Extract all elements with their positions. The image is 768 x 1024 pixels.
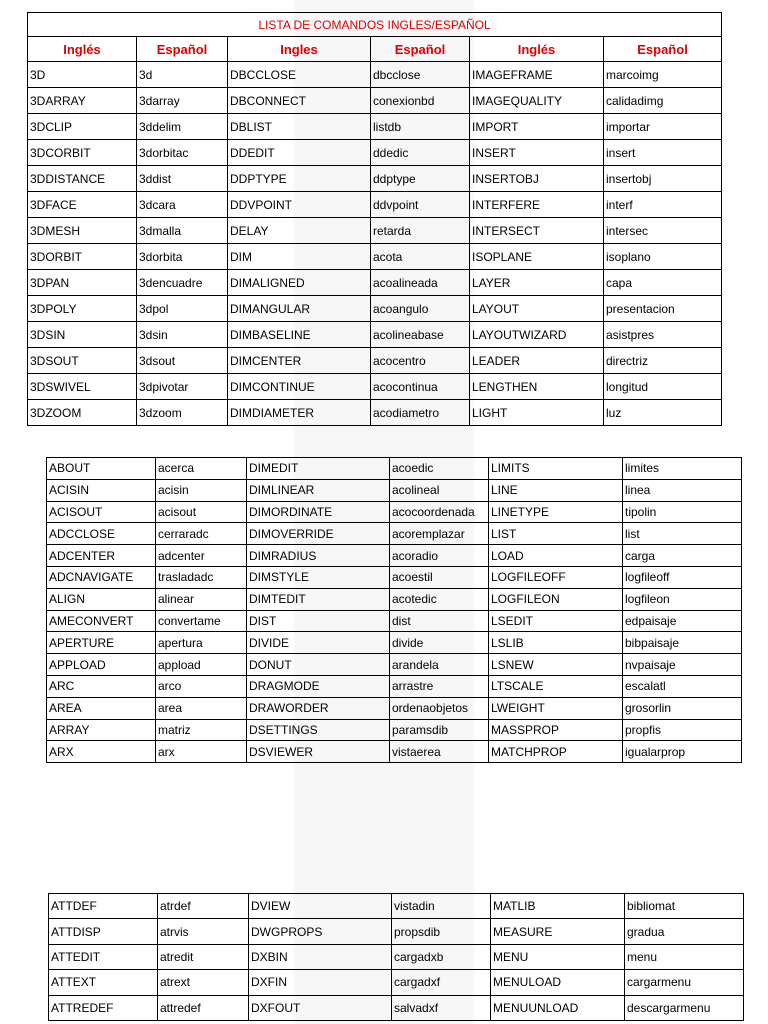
table-row: [28, 270, 722, 296]
table-row: [28, 400, 722, 426]
table-row: [47, 479, 742, 501]
header-ingles-1: Inglés: [28, 37, 137, 62]
english-command-cell: INTERSECT: [470, 218, 604, 244]
table-row: [28, 140, 722, 166]
spanish-command-cell: descargarmenu: [625, 995, 744, 1020]
english-command-cell: ABOUT: [47, 458, 156, 480]
spanish-command-cell: nvpaisaje: [623, 654, 742, 676]
spanish-command-cell: grosorlin: [623, 697, 742, 719]
table-row: [47, 501, 742, 523]
spanish-command-cell: 3ddelim: [137, 114, 228, 140]
english-command-cell: 3DPOLY: [28, 296, 137, 322]
english-command-cell: INTERFERE: [470, 192, 604, 218]
table-row: [47, 588, 742, 610]
spanish-command-cell: acoangulo: [371, 296, 470, 322]
spanish-command-cell: divide: [390, 632, 489, 654]
english-command-cell: DRAGMODE: [247, 675, 390, 697]
table-row: [47, 523, 742, 545]
table-row: [47, 741, 742, 763]
table-row: [28, 218, 722, 244]
english-command-cell: MATLIB: [491, 894, 625, 919]
spanish-command-cell: atrvis: [158, 919, 249, 944]
header-espanol-3: Español: [604, 37, 722, 62]
spanish-command-cell: appload: [156, 654, 247, 676]
english-command-cell: ARX: [47, 741, 156, 763]
spanish-command-cell: linea: [623, 479, 742, 501]
spanish-command-cell: acerca: [156, 458, 247, 480]
spanish-command-cell: insert: [604, 140, 722, 166]
spanish-command-cell: ddedic: [371, 140, 470, 166]
header-row: [28, 37, 722, 62]
table-row: [49, 894, 744, 919]
spanish-command-cell: convertame: [156, 610, 247, 632]
spanish-command-cell: acisout: [156, 501, 247, 523]
english-command-cell: ADCENTER: [47, 545, 156, 567]
table-row: [28, 114, 722, 140]
table-row: [49, 970, 744, 995]
spanish-command-cell: propsdib: [392, 919, 491, 944]
table-row: [49, 944, 744, 969]
english-command-cell: ATTDISP: [49, 919, 158, 944]
spanish-command-cell: limites: [623, 458, 742, 480]
english-command-cell: DIMLINEAR: [247, 479, 390, 501]
table-row: [47, 545, 742, 567]
spanish-command-cell: acolineabase: [371, 322, 470, 348]
english-command-cell: APPLOAD: [47, 654, 156, 676]
spanish-command-cell: cerraradc: [156, 523, 247, 545]
english-command-cell: LOAD: [489, 545, 623, 567]
english-command-cell: MENU: [491, 944, 625, 969]
english-command-cell: DXFOUT: [249, 995, 392, 1020]
english-command-cell: LOGFILEON: [489, 588, 623, 610]
table-row: [47, 654, 742, 676]
english-command-cell: LSEDIT: [489, 610, 623, 632]
english-command-cell: 3DORBIT: [28, 244, 137, 270]
spanish-command-cell: cargarmenu: [625, 970, 744, 995]
english-command-cell: LIST: [489, 523, 623, 545]
english-command-cell: LENGTHEN: [470, 374, 604, 400]
english-command-cell: 3DSWIVEL: [28, 374, 137, 400]
spanish-command-cell: 3d: [137, 62, 228, 88]
spanish-command-cell: apertura: [156, 632, 247, 654]
table-row: [28, 322, 722, 348]
spanish-command-cell: luz: [604, 400, 722, 426]
english-command-cell: APERTURE: [47, 632, 156, 654]
english-command-cell: MENUUNLOAD: [491, 995, 625, 1020]
english-command-cell: LAYOUTWIZARD: [470, 322, 604, 348]
english-command-cell: DXFIN: [249, 970, 392, 995]
english-command-cell: LINETYPE: [489, 501, 623, 523]
english-command-cell: 3DFACE: [28, 192, 137, 218]
spanish-command-cell: salvadxf: [392, 995, 491, 1020]
table-row: [47, 566, 742, 588]
english-command-cell: ISOPLANE: [470, 244, 604, 270]
english-command-cell: DIMCONTINUE: [228, 374, 371, 400]
english-command-cell: MASSPROP: [489, 719, 623, 741]
english-command-cell: ACISOUT: [47, 501, 156, 523]
english-command-cell: DBLIST: [228, 114, 371, 140]
english-command-cell: LAYOUT: [470, 296, 604, 322]
spanish-command-cell: 3dzoom: [137, 400, 228, 426]
english-command-cell: LWEIGHT: [489, 697, 623, 719]
english-command-cell: MATCHPROP: [489, 741, 623, 763]
english-command-cell: DDEDIT: [228, 140, 371, 166]
table-row: [47, 610, 742, 632]
spanish-command-cell: insertobj: [604, 166, 722, 192]
table-row: [47, 719, 742, 741]
english-command-cell: DIVIDE: [247, 632, 390, 654]
spanish-command-cell: cargadxf: [392, 970, 491, 995]
spanish-command-cell: ddvpoint: [371, 192, 470, 218]
spanish-command-cell: paramsdib: [390, 719, 489, 741]
english-command-cell: DSETTINGS: [247, 719, 390, 741]
english-command-cell: 3DARRAY: [28, 88, 137, 114]
english-command-cell: DIST: [247, 610, 390, 632]
spanish-command-cell: atrext: [158, 970, 249, 995]
english-command-cell: 3DCORBIT: [28, 140, 137, 166]
english-command-cell: MENULOAD: [491, 970, 625, 995]
commands-table-2: [46, 457, 742, 763]
spanish-command-cell: bibpaisaje: [623, 632, 742, 654]
spanish-command-cell: edpaisaje: [623, 610, 742, 632]
english-command-cell: LSNEW: [489, 654, 623, 676]
english-command-cell: DBCCLOSE: [228, 62, 371, 88]
spanish-command-cell: acocontinua: [371, 374, 470, 400]
english-command-cell: IMAGEFRAME: [470, 62, 604, 88]
spanish-command-cell: carga: [623, 545, 742, 567]
spanish-command-cell: arx: [156, 741, 247, 763]
english-command-cell: ARC: [47, 675, 156, 697]
title-row: [28, 13, 722, 37]
spanish-command-cell: igualarprop: [623, 741, 742, 763]
spanish-command-cell: arco: [156, 675, 247, 697]
english-command-cell: DXBIN: [249, 944, 392, 969]
spanish-command-cell: tipolin: [623, 501, 742, 523]
english-command-cell: DELAY: [228, 218, 371, 244]
spanish-command-cell: acolineal: [390, 479, 489, 501]
english-command-cell: DONUT: [247, 654, 390, 676]
spanish-command-cell: escalatl: [623, 675, 742, 697]
spanish-command-cell: 3darray: [137, 88, 228, 114]
spanish-command-cell: intersec: [604, 218, 722, 244]
english-command-cell: DSVIEWER: [247, 741, 390, 763]
table-row: [28, 374, 722, 400]
spanish-command-cell: acoradio: [390, 545, 489, 567]
spanish-command-cell: area: [156, 697, 247, 719]
spanish-command-cell: retarda: [371, 218, 470, 244]
spanish-command-cell: matriz: [156, 719, 247, 741]
spanish-command-cell: acoremplazar: [390, 523, 489, 545]
spanish-command-cell: ddptype: [371, 166, 470, 192]
spanish-command-cell: importar: [604, 114, 722, 140]
table-row: [28, 296, 722, 322]
spanish-command-cell: attredef: [158, 995, 249, 1020]
header-ingles-3: Inglés: [470, 37, 604, 62]
table-row: [28, 166, 722, 192]
spanish-command-cell: propfis: [623, 719, 742, 741]
english-command-cell: ATTEDIT: [49, 944, 158, 969]
spanish-command-cell: logfileoff: [623, 566, 742, 588]
english-command-cell: DIMORDINATE: [247, 501, 390, 523]
english-command-cell: MEASURE: [491, 919, 625, 944]
spanish-command-cell: calidadimg: [604, 88, 722, 114]
spanish-command-cell: trasladadc: [156, 566, 247, 588]
english-command-cell: LTSCALE: [489, 675, 623, 697]
english-command-cell: 3DDISTANCE: [28, 166, 137, 192]
spanish-command-cell: longitud: [604, 374, 722, 400]
spanish-command-cell: directriz: [604, 348, 722, 374]
spanish-command-cell: cargadxb: [392, 944, 491, 969]
english-command-cell: AREA: [47, 697, 156, 719]
english-command-cell: DDPTYPE: [228, 166, 371, 192]
spanish-command-cell: dbcclose: [371, 62, 470, 88]
spanish-command-cell: 3dorbitac: [137, 140, 228, 166]
english-command-cell: LINE: [489, 479, 623, 501]
english-command-cell: DWGPROPS: [249, 919, 392, 944]
english-command-cell: 3DPAN: [28, 270, 137, 296]
spanish-command-cell: acocentro: [371, 348, 470, 374]
spanish-command-cell: acota: [371, 244, 470, 270]
spanish-command-cell: listdb: [371, 114, 470, 140]
table-row: [28, 348, 722, 374]
spanish-command-cell: ordenaobjetos: [390, 697, 489, 719]
spanish-command-cell: 3dmalla: [137, 218, 228, 244]
english-command-cell: 3DMESH: [28, 218, 137, 244]
english-command-cell: INSERT: [470, 140, 604, 166]
spanish-command-cell: logfileon: [623, 588, 742, 610]
spanish-command-cell: bibliomat: [625, 894, 744, 919]
english-command-cell: ALIGN: [47, 588, 156, 610]
english-command-cell: AMECONVERT: [47, 610, 156, 632]
spanish-command-cell: acoedic: [390, 458, 489, 480]
english-command-cell: ATTREDEF: [49, 995, 158, 1020]
spanish-command-cell: arrastre: [390, 675, 489, 697]
english-command-cell: IMAGEQUALITY: [470, 88, 604, 114]
table-title: LISTA DE COMANDOS INGLES/ESPAÑOL: [28, 13, 722, 37]
spanish-command-cell: 3dsin: [137, 322, 228, 348]
english-command-cell: ADCCLOSE: [47, 523, 156, 545]
table-row: [28, 88, 722, 114]
spanish-command-cell: adcenter: [156, 545, 247, 567]
english-command-cell: DIMRADIUS: [247, 545, 390, 567]
commands-table-1: [27, 12, 722, 426]
english-command-cell: IMPORT: [470, 114, 604, 140]
english-command-cell: LIMITS: [489, 458, 623, 480]
spanish-command-cell: list: [623, 523, 742, 545]
spanish-command-cell: marcoimg: [604, 62, 722, 88]
spanish-command-cell: asistpres: [604, 322, 722, 348]
spanish-command-cell: dist: [390, 610, 489, 632]
english-command-cell: ATTDEF: [49, 894, 158, 919]
english-command-cell: DDVPOINT: [228, 192, 371, 218]
english-command-cell: DIMCENTER: [228, 348, 371, 374]
table-row: [28, 192, 722, 218]
english-command-cell: DIMBASELINE: [228, 322, 371, 348]
spanish-command-cell: gradua: [625, 919, 744, 944]
spanish-command-cell: acocoordenada: [390, 501, 489, 523]
spanish-command-cell: 3ddist: [137, 166, 228, 192]
spanish-command-cell: vistadin: [392, 894, 491, 919]
table-row: [47, 675, 742, 697]
spanish-command-cell: conexionbd: [371, 88, 470, 114]
english-command-cell: 3DCLIP: [28, 114, 137, 140]
english-command-cell: DBCONNECT: [228, 88, 371, 114]
spanish-command-cell: acisin: [156, 479, 247, 501]
table-row: [28, 62, 722, 88]
spanish-command-cell: interf: [604, 192, 722, 218]
english-command-cell: INSERTOBJ: [470, 166, 604, 192]
english-command-cell: 3DSIN: [28, 322, 137, 348]
table-row: [49, 919, 744, 944]
english-command-cell: DIMDIAMETER: [228, 400, 371, 426]
english-command-cell: 3DZOOM: [28, 400, 137, 426]
english-command-cell: DIMEDIT: [247, 458, 390, 480]
spanish-command-cell: atrdef: [158, 894, 249, 919]
english-command-cell: DIMOVERRIDE: [247, 523, 390, 545]
table-row: [49, 995, 744, 1020]
table-row: [28, 244, 722, 270]
english-command-cell: ADCNAVIGATE: [47, 566, 156, 588]
spanish-command-cell: 3dcara: [137, 192, 228, 218]
english-command-cell: DIMTEDIT: [247, 588, 390, 610]
commands-table-3: [48, 893, 744, 1021]
table-row: [47, 697, 742, 719]
spanish-command-cell: isoplano: [604, 244, 722, 270]
header-espanol-1: Español: [137, 37, 228, 62]
english-command-cell: LAYER: [470, 270, 604, 296]
english-command-cell: LSLIB: [489, 632, 623, 654]
english-command-cell: ACISIN: [47, 479, 156, 501]
spanish-command-cell: 3dpol: [137, 296, 228, 322]
english-command-cell: DIMANGULAR: [228, 296, 371, 322]
english-command-cell: LEADER: [470, 348, 604, 374]
spanish-command-cell: 3dpivotar: [137, 374, 228, 400]
spanish-command-cell: arandela: [390, 654, 489, 676]
spanish-command-cell: alinear: [156, 588, 247, 610]
english-command-cell: LOGFILEOFF: [489, 566, 623, 588]
spanish-command-cell: acotedic: [390, 588, 489, 610]
spanish-command-cell: acoestil: [390, 566, 489, 588]
english-command-cell: DIMSTYLE: [247, 566, 390, 588]
spanish-command-cell: vistaerea: [390, 741, 489, 763]
table-row: [47, 632, 742, 654]
spanish-command-cell: 3dencuadre: [137, 270, 228, 296]
header-espanol-2: Español: [371, 37, 470, 62]
spanish-command-cell: 3dsout: [137, 348, 228, 374]
english-command-cell: DVIEW: [249, 894, 392, 919]
table-row: [47, 458, 742, 480]
spanish-command-cell: atredit: [158, 944, 249, 969]
english-command-cell: ATTEXT: [49, 970, 158, 995]
spanish-command-cell: capa: [604, 270, 722, 296]
spanish-command-cell: acoalineada: [371, 270, 470, 296]
spanish-command-cell: 3dorbita: [137, 244, 228, 270]
english-command-cell: LIGHT: [470, 400, 604, 426]
spanish-command-cell: menu: [625, 944, 744, 969]
english-command-cell: DIM: [228, 244, 371, 270]
english-command-cell: 3DSOUT: [28, 348, 137, 374]
english-command-cell: DIMALIGNED: [228, 270, 371, 296]
english-command-cell: ARRAY: [47, 719, 156, 741]
header-ingles-2: Ingles: [228, 37, 371, 62]
english-command-cell: DRAWORDER: [247, 697, 390, 719]
spanish-command-cell: acodiametro: [371, 400, 470, 426]
spanish-command-cell: presentacion: [604, 296, 722, 322]
english-command-cell: 3D: [28, 62, 137, 88]
